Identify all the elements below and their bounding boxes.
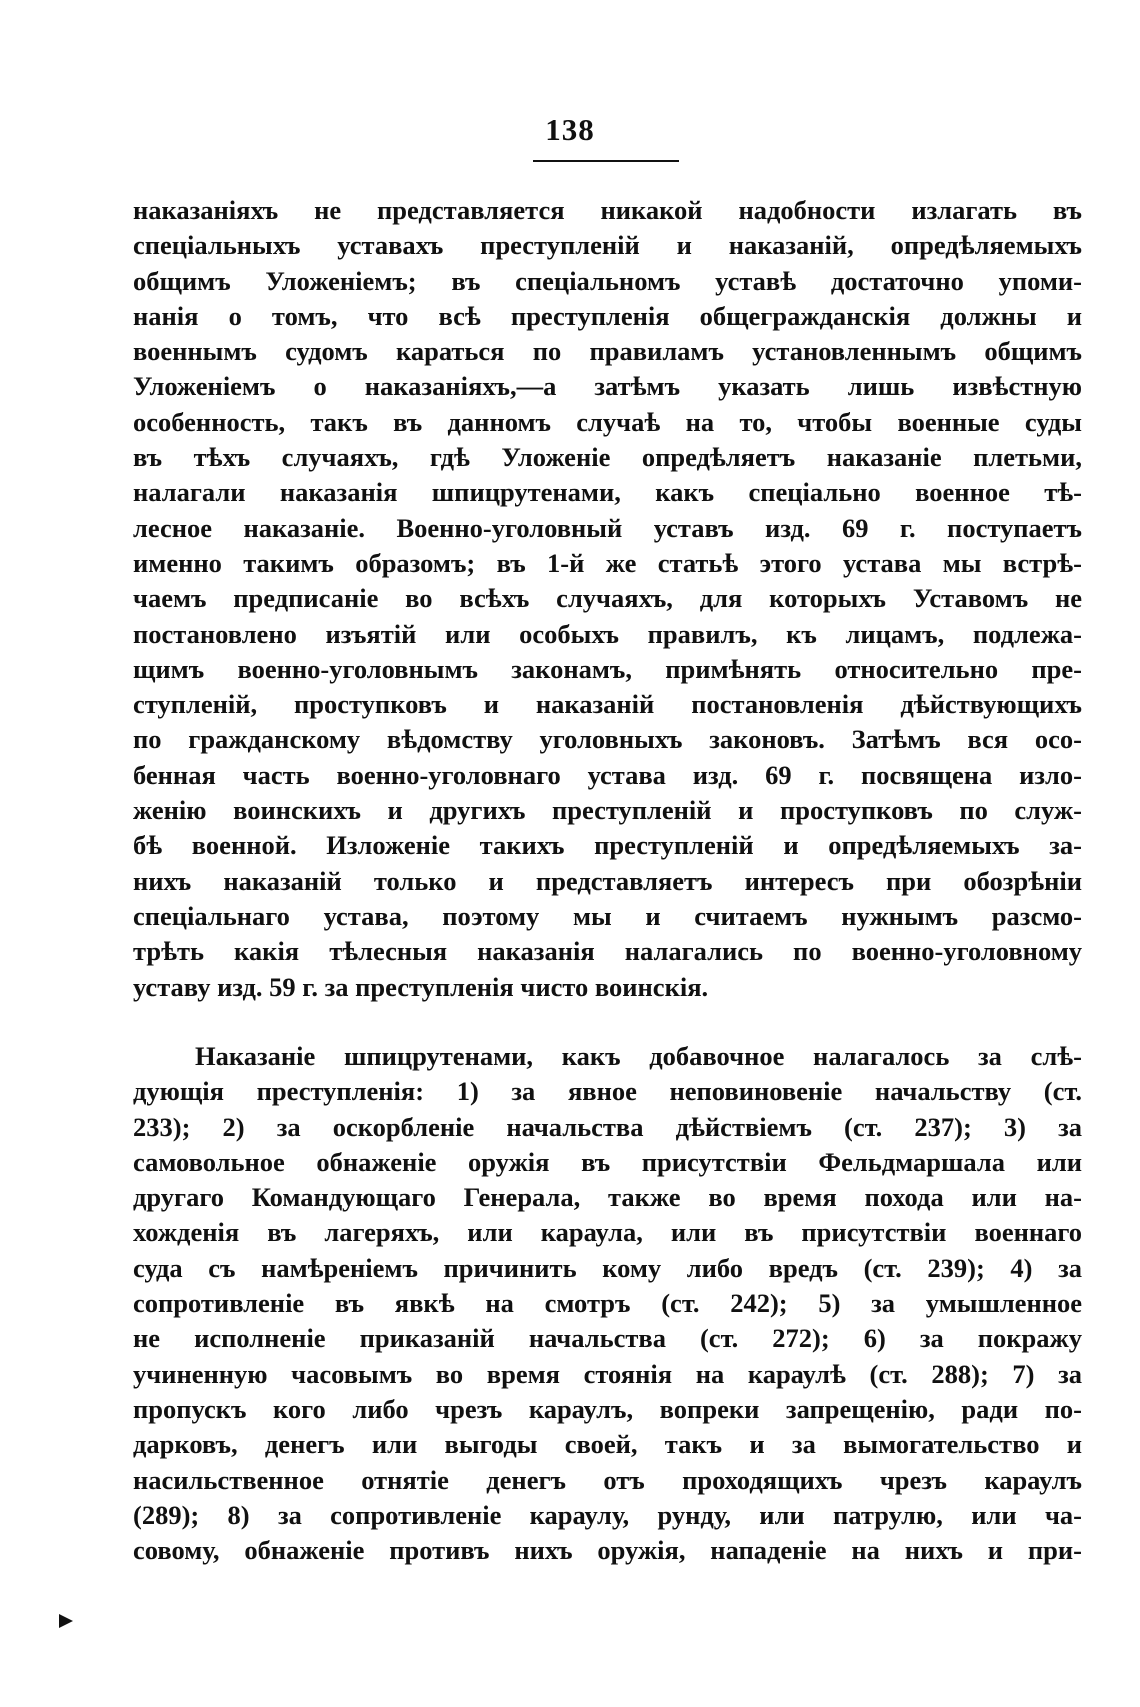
text-line: (289); 8) за сопротивленіе караулу, рунду, или патрулю, или ча- (133, 1499, 1082, 1530)
text-line: сопротивленіе въ явкѣ на смотръ (ст. 242); 5) за умышленное (133, 1288, 1082, 1319)
text-line: дарковъ, денегъ или выгоды своей, такъ и за вымогательство и (133, 1429, 1082, 1460)
text-line: нихъ наказаній только и представляетъ интересъ при обозрѣніи (133, 865, 1082, 896)
text-line: бѣ военной. Изложеніе такихъ преступленій и опредѣляемыхъ за- (133, 830, 1082, 861)
text-line: не исполненіе приказаній начальства (ст. 272); 6) за покражу (133, 1323, 1082, 1354)
text-line: ступленій, проступковъ и наказаній постановленія дѣйствующихъ (133, 689, 1082, 720)
text-line: Уложеніемъ о наказаніяхъ,—а затѣмъ указать лишь извѣстную (133, 371, 1082, 402)
text-line: лесное наказаніе. Военно-уголовный уставъ изд. 69 г. поступаетъ (133, 512, 1082, 543)
text-line: нанія о томъ, что всѣ преступленія общегражданскія должны и (133, 300, 1082, 331)
text-line: въ тѣхъ случаяхъ, гдѣ Уложеніе опредѣляетъ наказаніе плетьми, (133, 442, 1082, 473)
text-line: спеціальныхъ уставахъ преступленій и наказаній, опредѣляемыхъ (133, 230, 1082, 261)
paragraph-2 (133, 1039, 1082, 1568)
text-line: совому, обнаженіе противъ нихъ оружія, нападеніе на нихъ и при- (133, 1535, 1082, 1566)
text-line: постановлено изъятій или особыхъ правилъ, къ лицамъ, подлежа- (133, 618, 1082, 649)
text-line: военнымъ судомъ караться по правиламъ установленнымъ общимъ (133, 336, 1082, 367)
text-line: самовольное обнаженіе оружія въ присутствіи Фельдмаршала или (133, 1146, 1082, 1177)
text-line: другаго Командующаго Генерала, также во время похода или на- (133, 1182, 1082, 1213)
text-line: пропускъ кого либо чрезъ караулъ, вопреки запрещенію, ради по- (133, 1393, 1082, 1424)
text-line: Наказаніе шпицрутенами, какъ добавочное налагалось за слѣ- (195, 1041, 1082, 1071)
paragraph-1 (133, 193, 1082, 1005)
text-line: учиненную часовымъ во время стоянія на караулѣ (ст. 288); 7) за (133, 1358, 1082, 1389)
text-line: дующія преступленія: 1) за явное неповиновеніе начальству (ст. (133, 1076, 1082, 1107)
text-line: 233); 2) за оскорбленіе начальства дѣйствіемъ (ст. 237); 3) за (133, 1111, 1082, 1142)
text-line: бенная часть военно-уголовнаго устава изд. 69 г. посвящена изло- (133, 759, 1082, 790)
text-line: трѣть какія тѣлесныя наказанія налагались по военно-уголовному (133, 936, 1082, 967)
text-line: женію воинскихъ и другихъ преступленій и проступковъ по служ- (133, 795, 1082, 826)
text-line: хожденія въ лагеряхъ, или караула, или въ присутствіи военнаго (133, 1217, 1082, 1248)
text-line: наказаніяхъ не представляется никакой надобности излагать въ (133, 195, 1082, 225)
text-line: именно такимъ образомъ; въ 1-й же статьѣ этого устава мы встрѣ- (133, 547, 1082, 578)
text-line: общимъ Уложеніемъ; въ спеціальномъ уставѣ достаточно упоми- (133, 265, 1082, 296)
page-number: 138 (545, 112, 595, 147)
text-line: по гражданскому вѣдомству уголовныхъ законовъ. Затѣмъ вся осо- (133, 724, 1082, 755)
text-line: спеціальнаго устава, поэтому мы и считаемъ нужнымъ разсмо- (133, 900, 1082, 931)
text-line: особенность, такъ въ данномъ случаѣ на то, чтобы военные суды (133, 406, 1082, 437)
text-line: уставу изд. 59 г. за преступленія чисто воинскія. (133, 971, 709, 1002)
text-line: налагали наказанія шпицрутенами, какъ спеціально военное тѣ- (133, 477, 1082, 508)
text-line: чаемъ предписаніе во всѣхъ случаяхъ, для которыхъ Уставомъ не (133, 583, 1082, 614)
text-line: суда съ намѣреніемъ причинить кому либо вредъ (ст. 239); 4) за (133, 1252, 1082, 1283)
text-line: щимъ военно-уголовнымъ законамъ, примѣнять относительно пре- (133, 653, 1082, 684)
corner-arrow-icon (59, 1614, 73, 1628)
page-number-rule (533, 160, 679, 162)
text-line: насильственное отнятіе денегъ отъ проходящихъ чрезъ караулъ (133, 1464, 1082, 1495)
